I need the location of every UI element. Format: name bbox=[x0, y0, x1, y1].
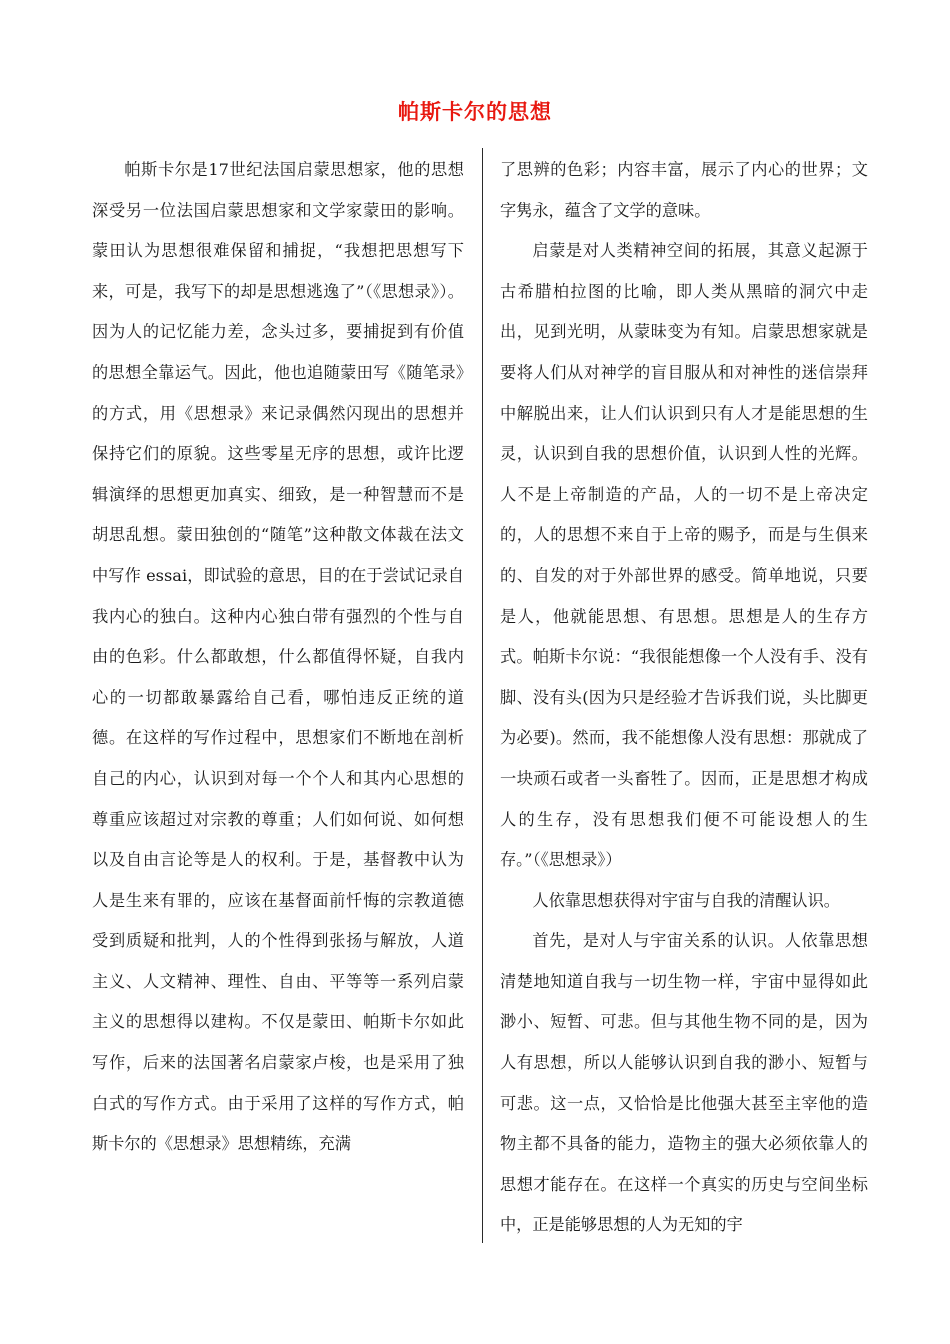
left-column bbox=[92, 150, 464, 1165]
column-divider bbox=[482, 148, 483, 1243]
paragraph-continuation: 了思辨的色彩；内容丰富，展示了内心的世界；文字隽永，蕴含了文学的意味。 bbox=[500, 160, 868, 220]
page-title: 帕斯卡尔的思想 bbox=[398, 100, 552, 124]
paragraph: 启蒙是对人类精神空间的拓展，其意义起源于古希腊柏拉图的比喻，即人类从黑暗的洞穴中走出，见到光明，从蒙昧变为有知。启蒙思想家就是要将人们从对神学的盲目服从和对神性的迷信崇拜中解脱出来，让人们认识到只有人才是能思想的生灵，认识到自我的思想价值，认识到人性的光辉。人不是上帝制造的产品，人的一切不是上帝决定的，人的思想不来自于上帝的赐予，而是与生俱来的、自发的对于外部世界的感受。简单地说，只要是人，他就能思想、有思想。思想是人的生存方式。帕斯卡尔说：“我很能想像一个人没有手、没有脚、没有头(因为只是经验才告诉我们说，头比脚更为必要)。然而，我不能想像人没有思想：那就成了一块顽石或者一头畜牲了。因而，正是思想才构成人的生存，没有思想我们便不可能设想人的生存。”（《思想录》） bbox=[500, 241, 868, 870]
paragraph: 人依靠思想获得对宇宙与自我的清醒认识。 bbox=[532, 890, 840, 910]
paragraph: 帕斯卡尔是17世纪法国启蒙思想家，他的思想深受另一位法国启蒙思想家和文学家蒙田的影响。蒙田认为思想很难保留和捕捉，“我想把思想写下来，可是，我写下的却是思想逃逸了”（《思想录》）。因为人的记忆能力差，念头过多，要捕捉到有价值的思想全靠运气。因此，他也追随蒙田写《随笔录》的方式，用《思想录》来记录偶然闪现出的思想并保持它们的原貌。这些零星无序的思想，或许比逻辑演绎的思想更加真实、细致，是一种智慧而不是胡思乱想。蒙田独创的“随笔”这种散文体裁在法文中写作 essai，即试验的意思，目的在于尝试记录自我内心的独白。这种内心独白带有强烈的个性与自由的色彩。什么都敢想，什么都值得怀疑，自我内心的一切都敢暴露给自己看，哪怕违反正统的道德。在这样的写作过程中，思想家们不断地在剖析自己的内心，认识到对每一个个人和其内心思想的尊重应该超过对宗教的尊重；人们如何说、如何想以及自由言论等是人的权利。于是，基督教中认为人是生来有罪的，应该在基督面前忏悔的宗教道德受到质疑和批判，人的个性得到张扬与解放，人道主义、人文精神、理性、自由、平等等一系列启蒙主义的思想得以建构。不仅是蒙田、帕斯卡尔如此写作，后来的法国著名启蒙家卢梭，也是采用了独白式的写作方式。由于采用了这样的写作方式，帕斯卡尔的《思想录》思想精练，充满 bbox=[92, 160, 464, 1154]
right-column bbox=[500, 150, 868, 1246]
paragraph: 首先，是对人与宇宙关系的认识。人依靠思想清楚地知道自我与一切生物一样，宇宙中显得如此渺小、短暂、可悲。但与其他生物不同的是，因为人有思想，所以人能够认识到自我的渺小、短暂与可悲。这一点，又恰恰是比他强大甚至主宰他的造物主都不具备的能力，造物主的强大必须依靠人的思想才能存在。在这样一个真实的历史与空间坐标中，正是能够思想的人为无知的宇 bbox=[500, 931, 868, 1235]
